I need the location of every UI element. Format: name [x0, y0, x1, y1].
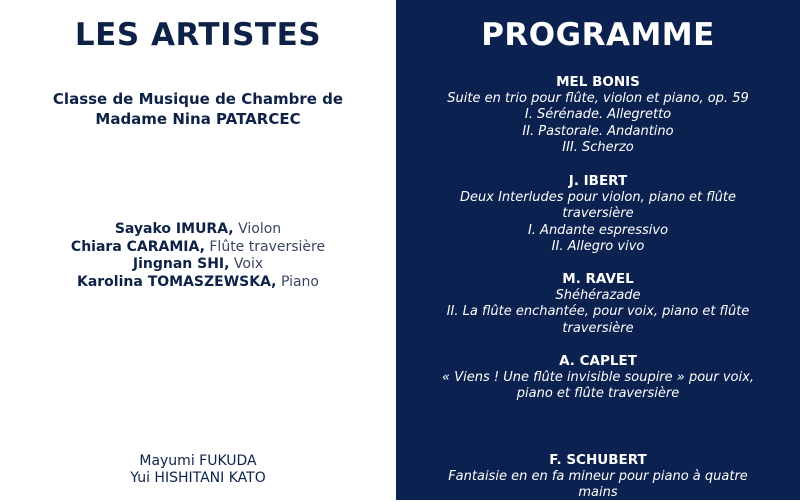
work-block	[424, 74, 772, 157]
artist-role: Flûte traversière	[204, 238, 326, 255]
composer-name: F. SCHUBERT	[549, 452, 647, 468]
extra-artist-name: Mayumi FUKUDA	[139, 453, 257, 469]
work-line: Deux Interludes pour violon, piano et flûte	[460, 189, 736, 205]
work-block	[424, 353, 772, 403]
extra-artist-name: Yui HISHITANI KATO	[130, 470, 266, 486]
extra-artists	[0, 453, 396, 487]
artist-name: Sayako IMURA,	[114, 221, 234, 237]
class-title	[0, 89, 396, 129]
artist-row	[0, 239, 396, 257]
work-line: traversière	[562, 320, 634, 336]
artists-list	[0, 221, 396, 291]
artist-name: Karolina TOMASZEWSKA,	[76, 273, 277, 290]
artist-role: Voix	[229, 256, 264, 272]
work-block	[424, 173, 772, 256]
artist-row	[0, 256, 396, 274]
artist-role: Violon	[233, 221, 282, 237]
programme-heading: PROGRAMME	[481, 17, 715, 53]
composer-name: M. RAVEL	[562, 271, 634, 287]
work-line: I. Andante espressivo	[527, 222, 669, 238]
work-block	[424, 271, 772, 337]
class-title-line: Classe de Musique de Chambre de	[52, 90, 344, 108]
artist-row	[0, 221, 396, 239]
artists-heading: LES ARTISTES	[74, 17, 322, 53]
programme-panel	[396, 0, 800, 500]
artists-panel	[0, 0, 396, 500]
work-line: II. Pastorale. Andantino	[522, 123, 674, 139]
work-line: II. La flûte enchantée, pour voix, piano et flûte	[446, 304, 750, 319]
work-line: « Viens ! Une flûte invisible soupire » pour voix,	[442, 369, 754, 385]
work-line: Fantaisie en en fa mineur pour piano à quatre	[448, 468, 748, 484]
work-line: mains	[578, 485, 618, 500]
work-line: III. Scherzo	[562, 140, 634, 155]
artist-name: Jingnan SHI,	[132, 256, 230, 272]
artist-name: Chiara CARAMIA,	[70, 238, 205, 255]
work-line: Suite en trio pour flûte, violon et piano, op. 59	[447, 90, 749, 106]
composer-name: MEL BONIS	[556, 74, 640, 90]
work-line: II. Allegro vivo	[551, 239, 645, 254]
composer-name: A. CAPLET	[559, 353, 637, 369]
work-line: I. Sérénade. Allegretto	[524, 107, 672, 122]
work-line: piano et flûte traversière	[516, 386, 680, 401]
class-title-line: Madame Nina PATARCEC	[95, 110, 301, 128]
work-line: traversière	[562, 206, 634, 221]
work-line: Shéhérazade	[555, 287, 641, 303]
artist-row	[0, 274, 396, 292]
work-block	[424, 452, 772, 502]
composer-name: J. IBERT	[568, 173, 628, 189]
artist-role: Piano	[276, 273, 319, 290]
